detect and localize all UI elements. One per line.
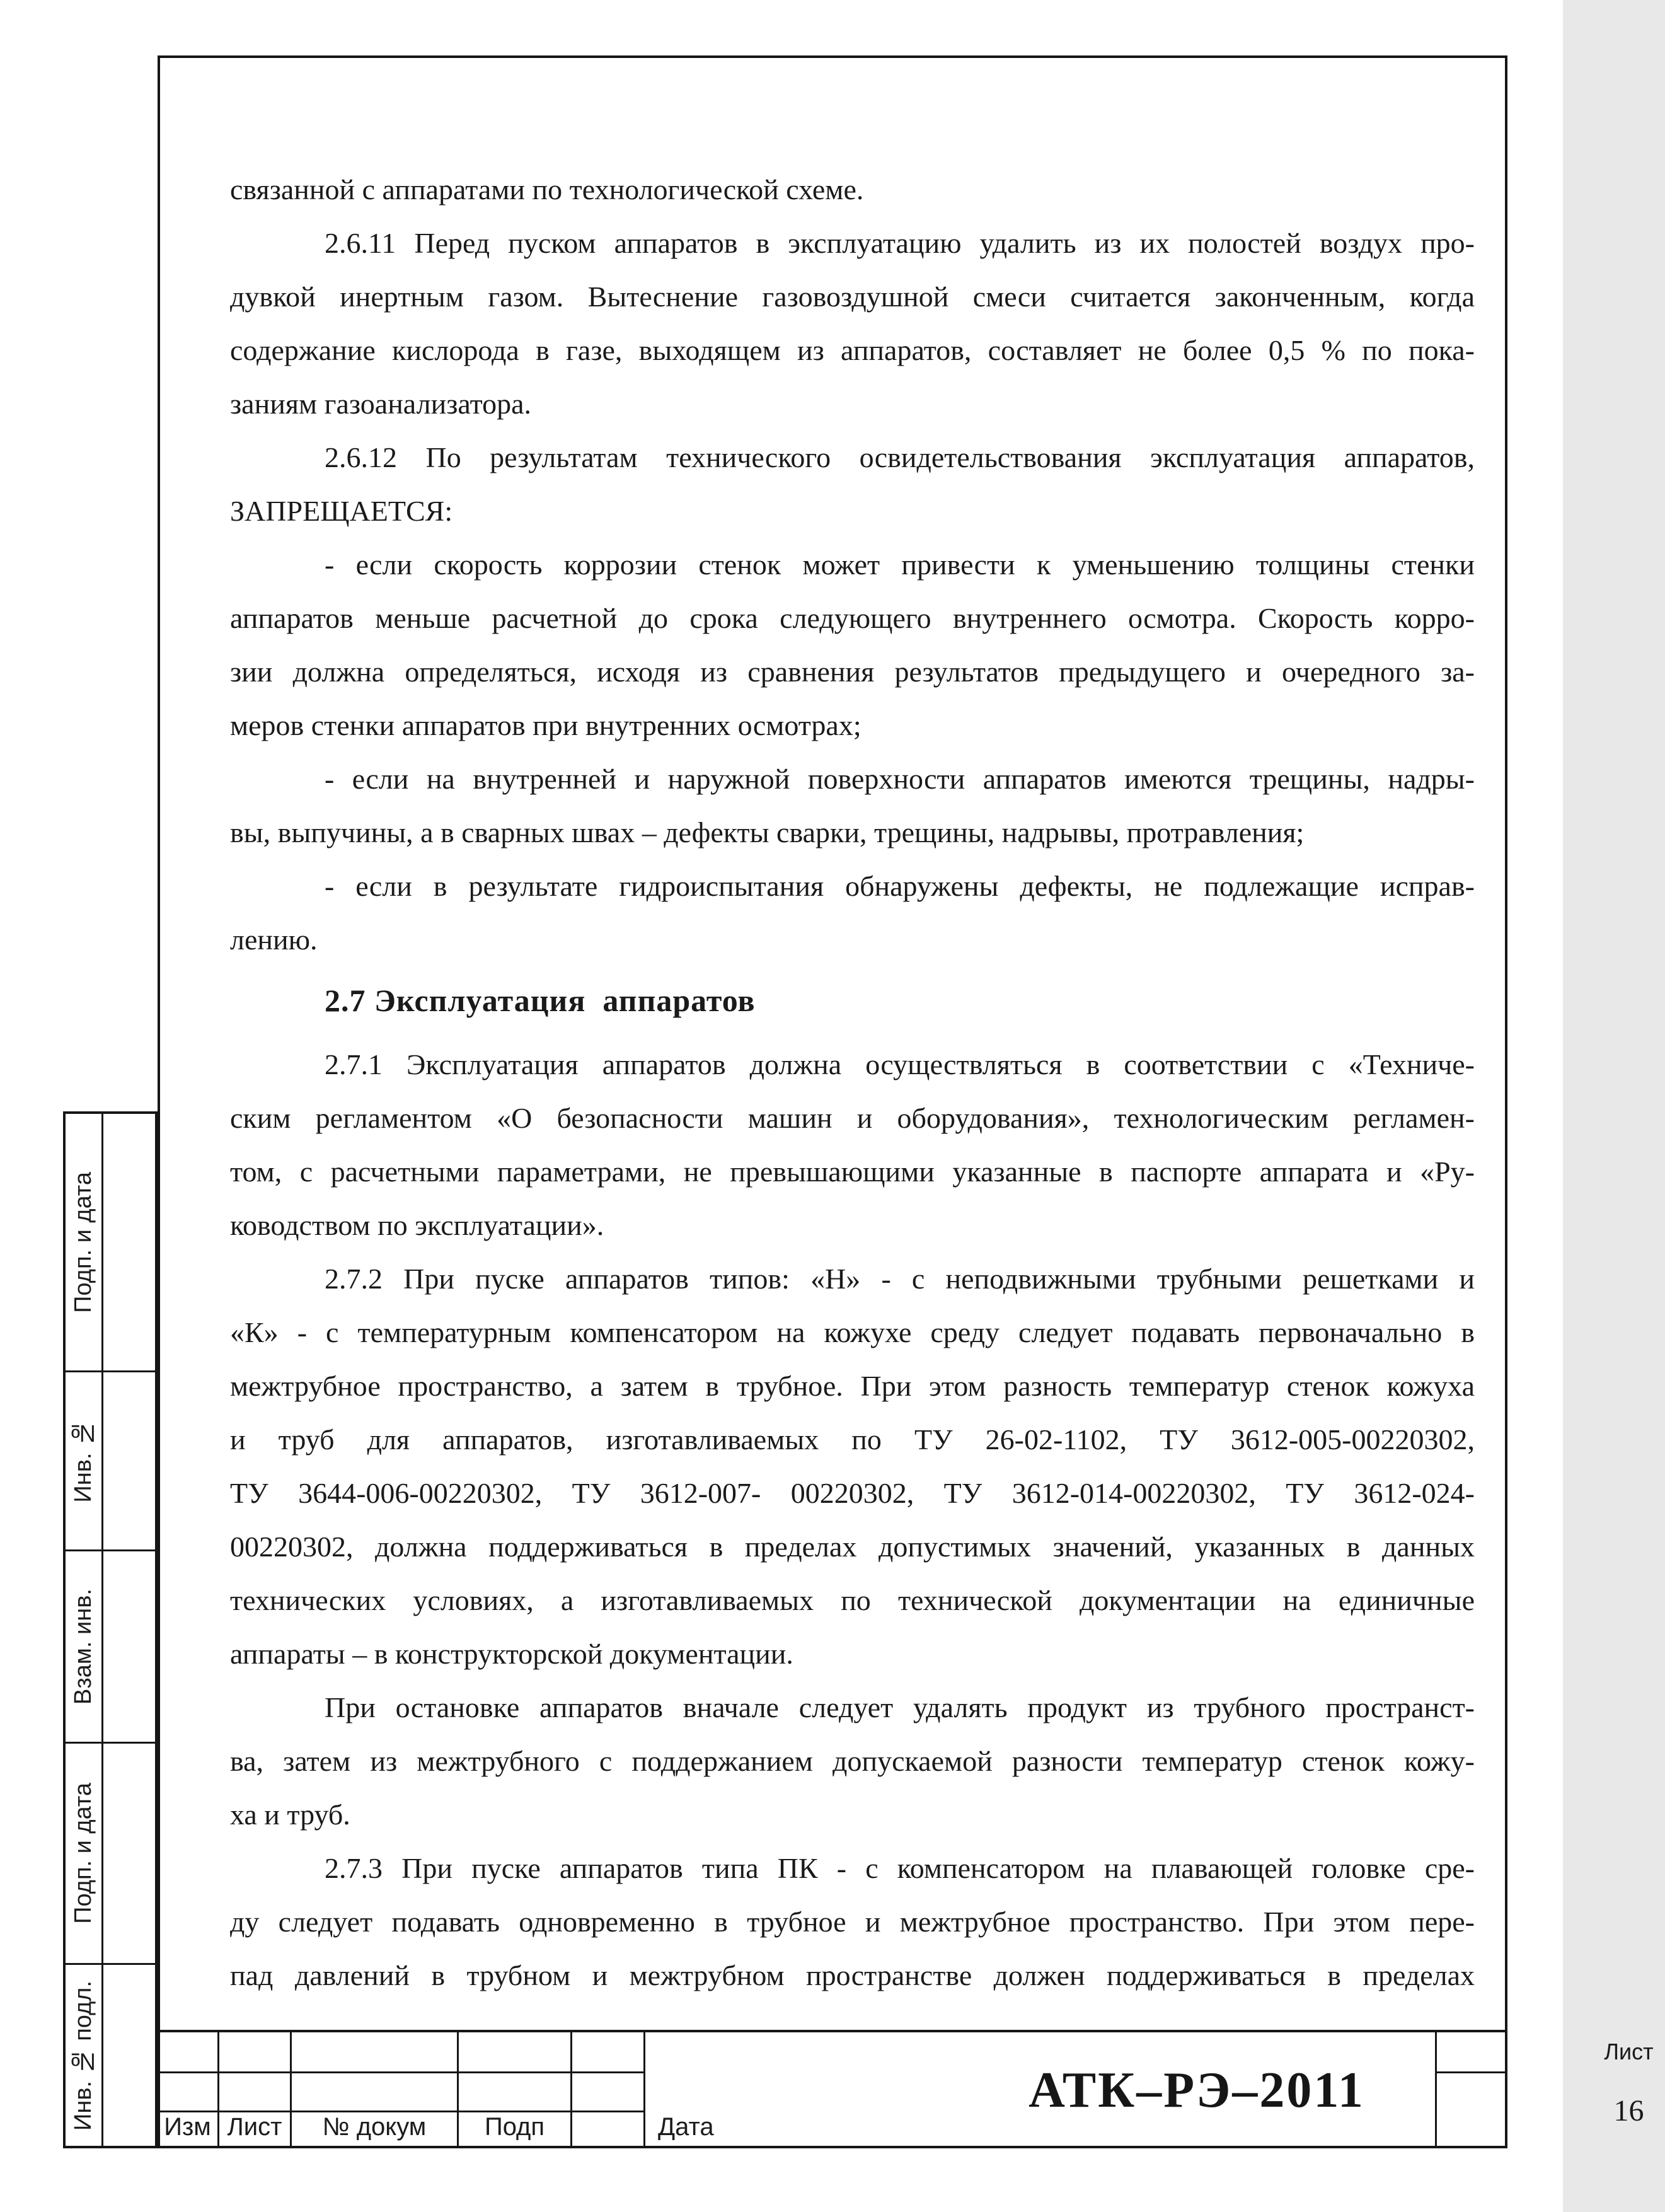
sidebar-empty-cell [103,1965,155,2146]
sidebar-label: Инв. № подл. [70,1980,96,2131]
text-line: содержание кислорода в газе, выходящем из аппаратов, составляет не более 0,5 % по пока- [230,334,1475,366]
sidebar-label-cell [66,1744,103,1963]
sidebar-label-cell [66,1372,103,1549]
text-line: ководством по эксплуатации». [230,1209,604,1241]
text-line: 2.7.2 При пуске аппаратов типов: «Н» - с неподвижными трубными решетками и [325,1263,1475,1295]
text-line: 00220302, должна поддерживаться в пределах допустимых значений, указанных в данных [230,1531,1475,1563]
text-line: ха и труб. [230,1798,350,1831]
stamp-col-izm: Изм [164,2113,211,2141]
text-line: 2.7.1 Эксплуатация аппаратов должна осуществляться в соответствии с «Техниче- [325,1048,1475,1080]
text-line: ду следует подавать одновременно в трубное и межтрубное пространство. При этом пере- [230,1906,1475,1938]
text-line: зии должна определяться, исходя из сравнения результатов предыдущего и очередного за- [230,656,1475,688]
sheet-number: 16 [1613,2094,1644,2128]
section-heading: 2.7 Эксплуатация аппаратов [325,983,756,1018]
sidebar-label: Взам. инв. [70,1588,96,1705]
text-line: меров стенки аппаратов при внутренних осмотрах; [230,709,861,741]
text-line: 2.6.12 По результатам технического освидетельствования эксплуатация аппаратов, [325,441,1475,473]
sidebar-label-cell [66,1114,103,1370]
sidebar-cell-inv-no [66,1372,155,1551]
text-line: технических условиях, а изготавливаемых по технической документации на единичные [230,1584,1475,1616]
sidebar-label-cell [66,1965,103,2146]
text-line: 2.6.11 Перед пуском аппаратов в эксплуатацию удалить из их полостей воздух про- [325,227,1475,259]
text-line: ЗАПРЕЩАЕТСЯ: [230,495,453,527]
stamp-col-dokum: № докум [322,2113,427,2141]
text-line: ва, затем из межтрубного с поддержанием допускаемой разности температур стенок кожу- [230,1745,1475,1777]
sidebar-cell-vzam-inv [66,1551,155,1744]
sidebar-empty-cell [103,1551,155,1742]
sheet-label: Лист [1604,2039,1654,2064]
text-line: том, с расчетными параметрами, не превышающими указанные в паспорте аппарата и «Ру- [230,1155,1475,1188]
sidebar-cell-podp-data-2 [66,1744,155,1965]
sidebar-cell-inv-no-podl [66,1965,155,2146]
text-line: лению. [230,924,318,956]
text-line: - если скорость коррозии стенок может привести к уменьшению толщины стенки [325,548,1475,581]
sidebar-empty-cell [103,1114,155,1370]
sidebar-cell-podp-data-1 [66,1114,155,1372]
text-line: пад давлений в трубном и межтрубном пространстве должен поддерживаться в пределах [230,1959,1475,1991]
sidebar-label: Инв. № [70,1419,96,1503]
stamp-col-podp: Подп [484,2113,545,2141]
text-line: аппараты – в конструкторской документации. [230,1638,793,1670]
body-text [230,163,1475,2002]
stamp-col-data: Дата [658,2113,714,2141]
stamp-row-line [158,2071,645,2073]
text-line: При остановке аппаратов вначале следует удалять продукт из трубного пространст- [325,1691,1475,1723]
text-line: ТУ 3644-006-00220302, ТУ 3612-007- 00220302, ТУ 3612-014-00220302, ТУ 3612-024- [230,1477,1475,1509]
title-block [158,2030,1654,2148]
text-line: межтрубное пространство, а затем в трубное. При этом разность температур стенок кожуха [230,1370,1475,1402]
document-code: АТК–РЭ–2011 [1028,2062,1365,2118]
text-line: связанной с аппаратами по технологической схеме. [230,173,864,206]
text-line: вы, выпучины, а в сварных швах – дефекты сварки, трещины, надрывы, протравления; [230,816,1305,848]
text-line: ским регламентом «О безопасности машин и оборудования», технологическим регламен- [230,1102,1475,1134]
text-line: - если в результате гидроиспытания обнаружены дефекты, не подлежащие исправ- [325,870,1475,902]
sidebar-label: Подп. и дата [70,1171,96,1313]
text-line: заниям газоанализатора. [230,388,532,420]
stamp-col-list: Лист [227,2113,282,2141]
text-line: и труб для аппаратов, изготавливаемых по ТУ 26-02-1102, ТУ 3612-005-00220302, [230,1423,1475,1456]
sidebar-empty-cell [103,1372,155,1549]
text-line: - если на внутренней и наружной поверхности аппаратов имеются трещины, надры- [325,763,1475,795]
sidebar-label-cell [66,1551,103,1742]
text-line: дувкой инертным газом. Вытеснение газовоздушной смеси считается законченным, когда [230,281,1475,313]
stamp-divider [570,2032,572,2148]
text-line: 2.7.3 При пуске аппаратов типа ПК - с компенсатором на плавающей головке сре- [325,1852,1475,1884]
text-line: аппаратов меньше расчетной до срока следующего внутреннего осмотра. Скорость корро- [230,602,1475,634]
gost-sidebar [63,1111,158,2148]
sidebar-label: Подп. и дата [70,1783,96,1924]
sidebar-empty-cell [103,1744,155,1963]
text-line: «К» - с температурным компенсатором на кожухе среду следует подавать первоначально в [230,1316,1475,1348]
